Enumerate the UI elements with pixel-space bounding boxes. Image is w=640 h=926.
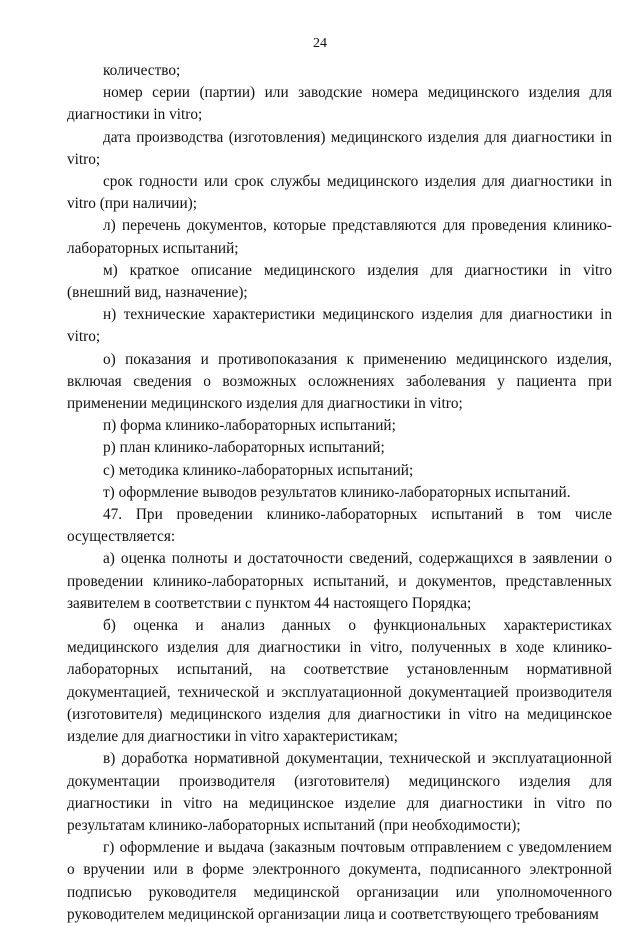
- document-body: [67, 60, 612, 926]
- paragraph-item-a: а) оценка полноты и достаточности сведений, содержащихся в заявлении о проведении клинико-лабораторных испытаний, и документов, представленных заявителем в соответствии с пунктом 44 настоящего Порядка;: [67, 550, 612, 612]
- paragraph-serial-number: номер серии (партии) или заводские номера медицинского изделия для диагностики in vitro;: [67, 84, 612, 124]
- paragraph-item-s: с) методика клинико-лабораторных испытаний;: [103, 461, 414, 479]
- page-number: 24: [313, 36, 327, 51]
- paragraph-item-n: н) технические характеристики медицинского изделия для диагностики in vitro;: [67, 306, 612, 346]
- paragraph-item-o: о) показания и противопоказания к применению медицинского изделия, включая сведения о возможных осложнениях заболевания у пациента при применении медицинского изделия для диагностики in vitro;: [67, 350, 612, 413]
- paragraph-item-g: г) оформление и выдача (заказным почтовым отправлением с уведомлением о вручении или в форме электронного документа, подписанного электронной подписью руководителя медицинской организации или уполномоченного руководителем медицинской организации лица и соответствующего требованиям: [67, 839, 612, 923]
- paragraph-quantity: количество;: [103, 62, 181, 79]
- paragraph-item-l: л) перечень документов, которые представляются для проведения клинико-лабораторных испытаний;: [67, 217, 612, 257]
- paragraph-production-date: дата производства (изготовления) медицинского изделия для диагностики in vitro;: [67, 128, 612, 168]
- paragraph-item-b: б) оценка и анализ данных о функциональных характеристиках медицинского изделия для диагностики in vitro, полученных в ходе клинико-лабораторных испытаний, на соответствие установленным нормативной документацией, технической и эксплуатационной документацией производителя (изготовителя) медицинского изделия для диагностики in vitro на медицинское изделие для диагностики in vitro характеристикам;: [67, 617, 612, 746]
- paragraph-item-m: м) краткое описание медицинского изделия для диагностики in vitro (внешний вид, назначение);: [67, 261, 612, 302]
- paragraph-item-v: в) доработка нормативной документации, технической и эксплуатационной документации производителя (изготовителя) медицинского изделия для диагностики in vitro на медицинское изделие для диагностики in vitro по результатам клинико-лабораторных испытаний (при необходимости);: [67, 750, 612, 834]
- paragraph-shelf-life: срок годности или срок службы медицинского изделия для диагностики in vitro (при наличии);: [67, 173, 612, 213]
- paragraph-item-p: п) форма клинико-лабораторных испытаний;: [103, 417, 396, 435]
- paragraph-item-r: р) план клинико-лабораторных испытаний;: [103, 439, 385, 457]
- paragraph-clause-47: 47. При проведении клинико-лабораторных испытаний в том числе осуществляется:: [67, 506, 612, 546]
- paragraph-item-t: т) оформление выводов результатов клинико-лабораторных испытаний.: [103, 483, 571, 501]
